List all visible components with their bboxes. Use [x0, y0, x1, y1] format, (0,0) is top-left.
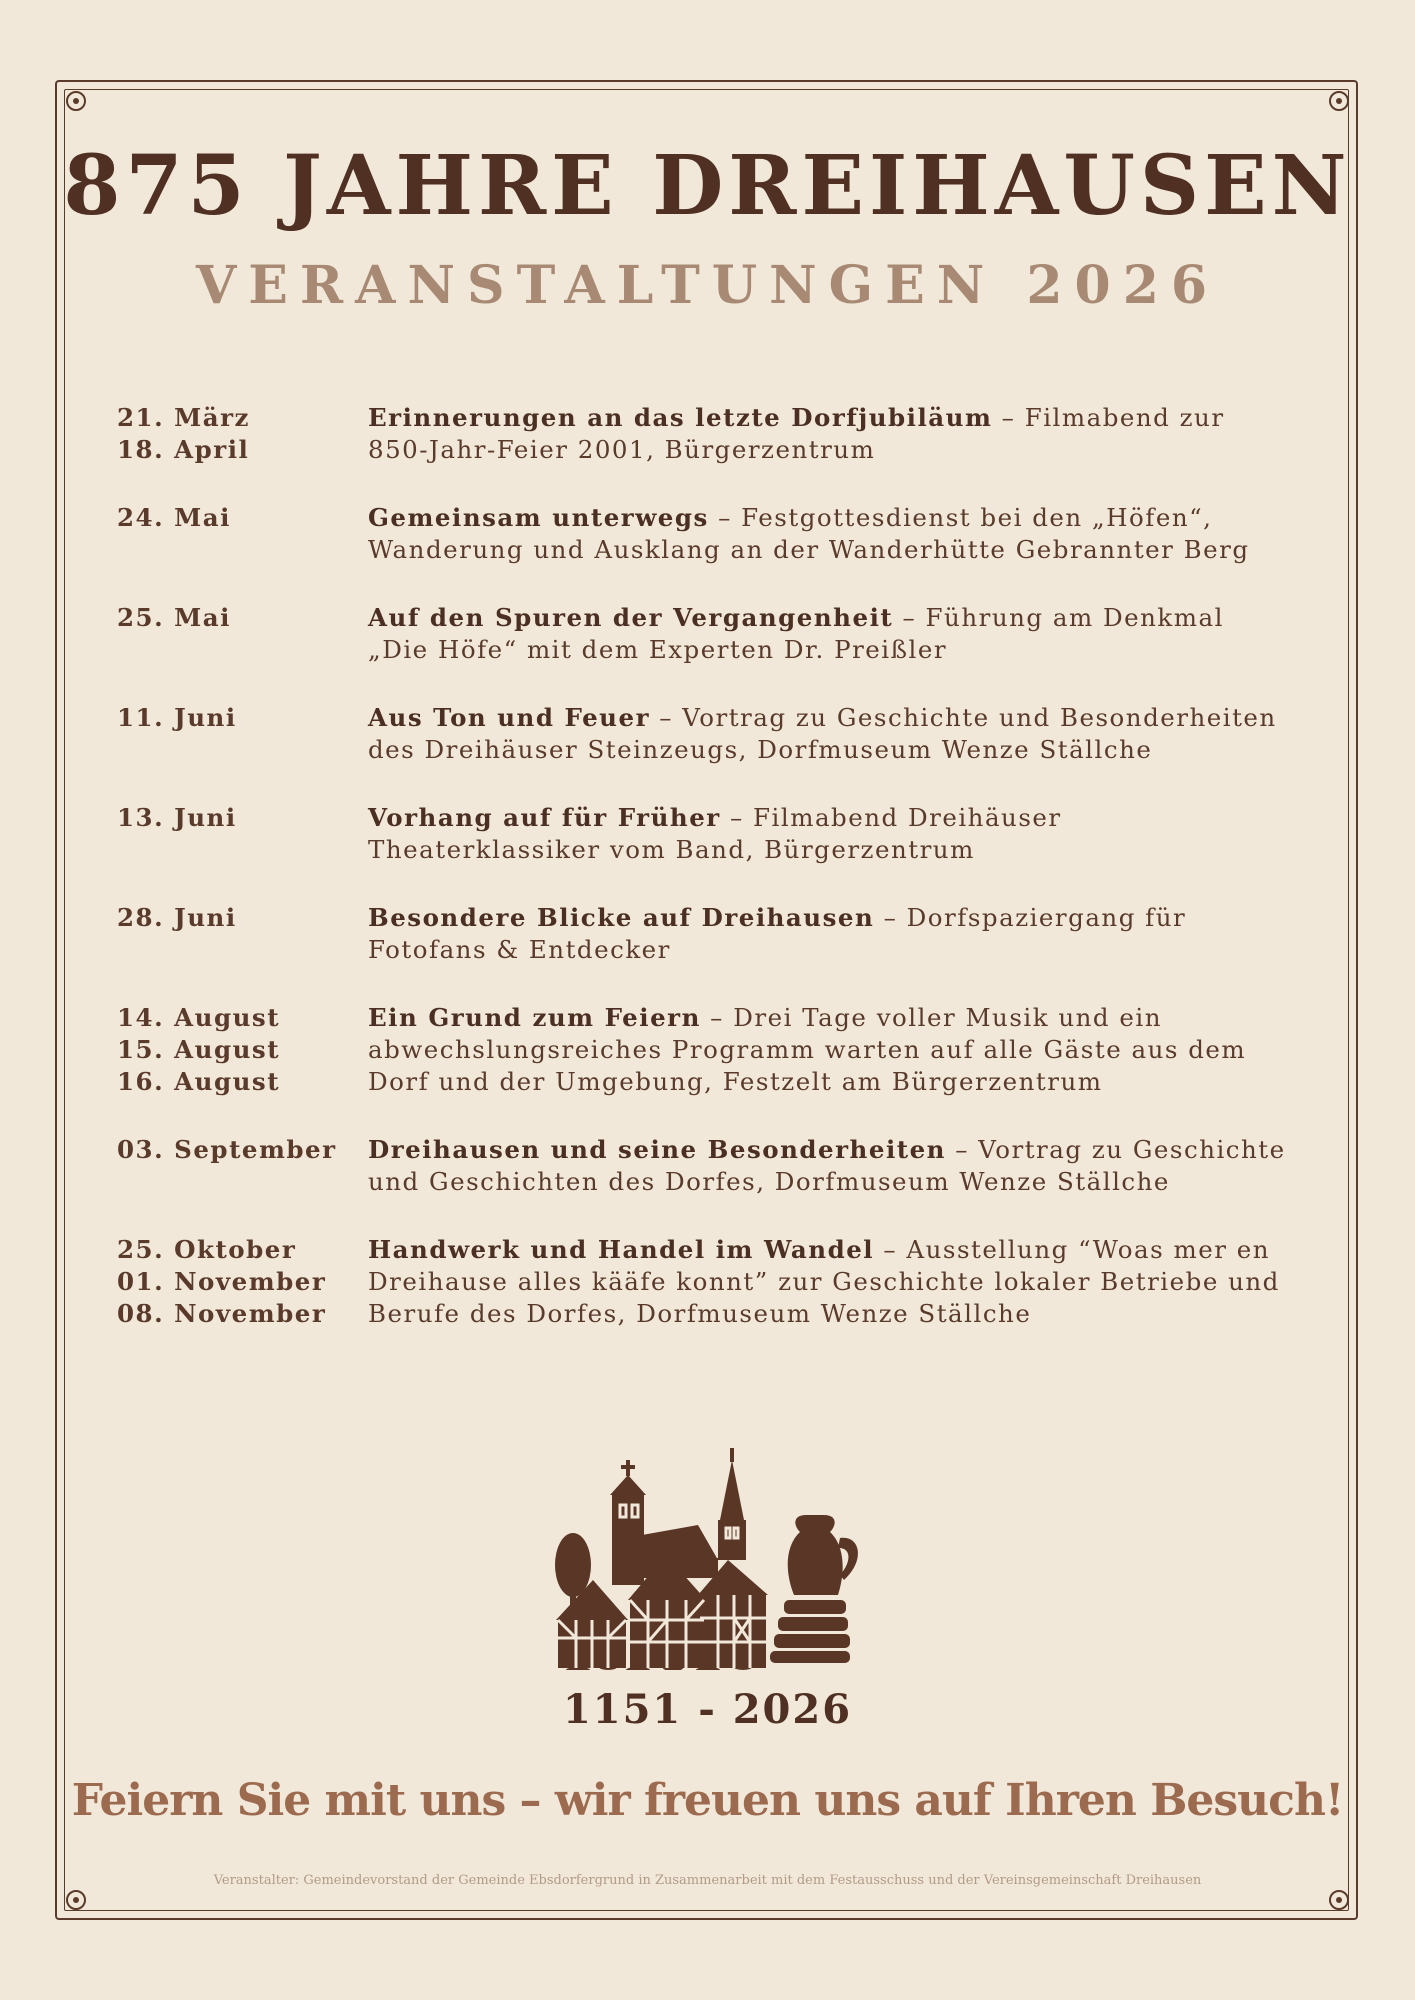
event-description [368, 902, 1287, 966]
event-row [117, 802, 1287, 866]
event-row [117, 602, 1287, 666]
event-date: 01. November [117, 1267, 327, 1296]
event-row [117, 502, 1287, 566]
event-date: 21. März [117, 403, 250, 432]
event-title: Auf den Spuren der Vergangenheit [368, 603, 894, 632]
event-date: 18. April [117, 435, 250, 464]
event-title: Dreihausen und seine Besonderheiten [368, 1135, 946, 1164]
event-text: – Vortrag zu Geschichte und Besonderheiten des Dreihäuser Steinzeugs, Dorfmuseum Wenze Ställche [368, 703, 1277, 764]
event-date: 15. August [117, 1035, 281, 1064]
event-description [368, 502, 1287, 566]
event-date: 03. September [117, 1135, 337, 1164]
event-title: Vorhang auf für Früher [368, 803, 721, 832]
event-date: 14. August [117, 1003, 281, 1032]
event-dates [117, 902, 368, 966]
corner-ornament-icon [66, 1890, 86, 1910]
event-description [368, 602, 1287, 666]
corner-ornament-icon [1329, 91, 1349, 111]
event-dates [117, 1234, 368, 1330]
event-date: 13. Juni [117, 803, 237, 832]
event-description [368, 402, 1287, 466]
event-date: 16. August [117, 1067, 281, 1096]
event-list [117, 402, 1287, 1366]
event-row [117, 1234, 1287, 1330]
corner-ornament-icon [1329, 1890, 1349, 1910]
event-text: – Filmabend zur 850-Jahr-Feier 2001, Bürgerzentrum [368, 403, 1225, 464]
event-dates [117, 702, 368, 766]
village-church-jug-icon [548, 1420, 868, 1670]
slogan: Feiern Sie mit uns – wir freuen uns auf Ihren Besuch! [71, 1775, 1344, 1826]
event-text: – Drei Tage voller Musik und ein abwechslungsreiches Programm warten auf alle Gäste aus dem Dorf und der Umgebung, Festzelt am Bürgerzentrum [368, 1003, 1247, 1096]
event-description [368, 1002, 1287, 1098]
page-title: 875 JAHRE DREIHAUSEN [63, 138, 1352, 234]
event-row [117, 1134, 1287, 1198]
event-row [117, 1002, 1287, 1098]
event-date: 28. Juni [117, 903, 237, 932]
event-title: Gemeinsam unterwegs [368, 503, 709, 532]
event-title: Handwerk und Handel im Wandel [368, 1235, 875, 1264]
event-text: – Führung am Denkmal „Die Höfe“ mit dem Experten Dr. Preißler [368, 603, 1224, 664]
event-dates [117, 502, 368, 566]
event-description [368, 702, 1287, 766]
event-date: 11. Juni [117, 703, 237, 732]
event-description [368, 1234, 1287, 1330]
event-dates [117, 1134, 368, 1198]
event-title: Ein Grund zum Feiern [368, 1003, 701, 1032]
year-range: 1151 - 2026 [562, 1686, 853, 1733]
event-title: Aus Ton und Feuer [368, 703, 650, 732]
event-description [368, 802, 1287, 866]
event-date: 24. Mai [117, 503, 231, 532]
event-text: – Vortrag zu Geschichte und Geschichten des Dorfes, Dorfmuseum Wenze Ställche [368, 1135, 1286, 1196]
event-dates [117, 1002, 368, 1098]
event-title: Erinnerungen an das letzte Dorfjubiläum [368, 403, 993, 432]
page-subtitle: VERANSTALTUNGEN 2026 [195, 255, 1220, 316]
event-row [117, 702, 1287, 766]
event-date: 25. Mai [117, 603, 231, 632]
event-dates [117, 402, 368, 466]
event-title: Besondere Blicke auf Dreihausen [368, 903, 875, 932]
event-dates [117, 802, 368, 866]
event-text: – Filmabend Dreihäuser Theaterklassiker vom Band, Bürgerzentrum [368, 803, 1062, 864]
event-row [117, 402, 1287, 466]
event-date: 25. Oktober [117, 1235, 297, 1264]
event-text: – Ausstellung “Woas mer en Dreihause alles kääfe konnt” zur Geschichte lokaler Betriebe und Berufe des Dorfes, Dorfmuseum Wenze Ställche [368, 1235, 1280, 1328]
event-dates [117, 602, 368, 666]
organizer-note: Veranstalter: Gemeindevorstand der Gemeinde Ebsdorfergrund in Zusammenarbeit mit dem Festausschuss und der Vereinsgemeinschaft Dreihausen [213, 1873, 1202, 1888]
event-text: – Festgottesdienst bei den „Höfen“, Wanderung und Ausklang an der Wanderhütte Gebrannter Berg [368, 503, 1250, 564]
event-date: 08. November [117, 1299, 327, 1328]
corner-ornament-icon [66, 91, 86, 111]
event-row [117, 902, 1287, 966]
event-text: – Dorfspaziergang für Fotofans & Entdecker [368, 903, 1187, 964]
event-description [368, 1134, 1287, 1198]
